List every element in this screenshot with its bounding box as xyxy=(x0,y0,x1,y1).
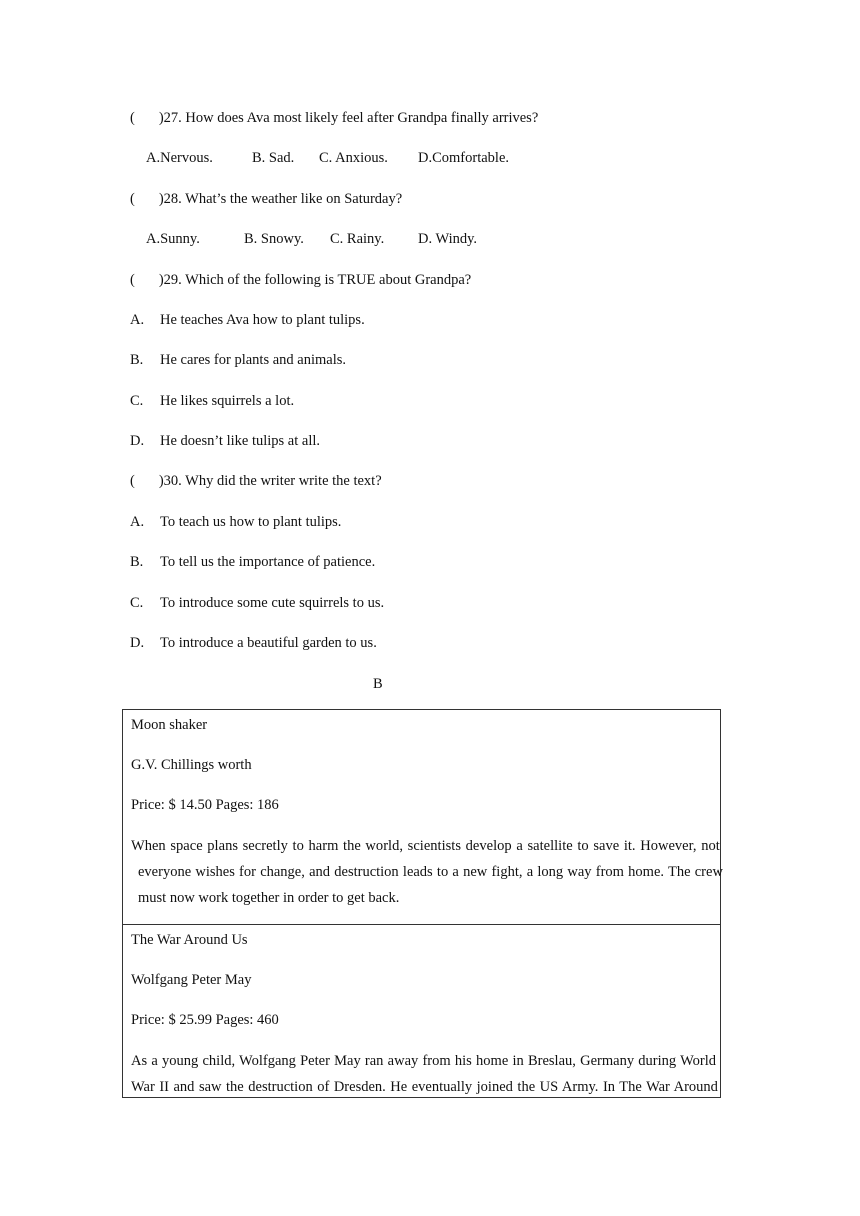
option-text: To introduce a beautiful garden to us. xyxy=(160,635,377,651)
option-text: He teaches Ava how to plant tulips. xyxy=(160,312,365,328)
question-30-option-c xyxy=(130,594,385,612)
book-cell-war-around-us xyxy=(123,925,720,1097)
answer-blank[interactable]: ( xyxy=(130,272,135,288)
option-a: A.Sunny. xyxy=(146,231,200,247)
question-30 xyxy=(130,472,382,490)
option-text: He cares for plants and animals. xyxy=(160,352,347,368)
book-title: The War Around Us xyxy=(131,932,248,948)
option-d: D.Comfortable. xyxy=(418,150,510,166)
option-text: He doesn’t like tulips at all. xyxy=(160,433,321,449)
question-30-option-d xyxy=(130,634,377,652)
option-c: C. Rainy. xyxy=(330,231,385,247)
question-29-option-d xyxy=(130,432,321,450)
option-b: B. Sad. xyxy=(252,150,295,166)
option-a: A.Nervous. xyxy=(146,150,213,166)
option-text: To tell us the importance of patience. xyxy=(160,554,376,570)
option-letter: D. xyxy=(130,635,145,651)
question-stem: )29. Which of the following is TRUE about Grandpa? xyxy=(158,272,472,288)
option-letter: C. xyxy=(130,393,144,409)
book-table xyxy=(122,709,721,1098)
option-letter: A. xyxy=(130,514,145,530)
book-description-line: When space plans secretly to harm the world, scientists develop a satellite to save it. However, not xyxy=(131,838,720,854)
option-letter: A. xyxy=(130,312,145,328)
option-letter: D. xyxy=(130,433,145,449)
question-29-option-b xyxy=(130,351,347,369)
question-29 xyxy=(130,271,471,289)
answer-blank[interactable]: ( xyxy=(130,110,135,126)
option-letter: B. xyxy=(130,352,144,368)
question-stem: )30. Why did the writer write the text? xyxy=(158,473,382,489)
question-30-option-b xyxy=(130,553,376,571)
option-letter: C. xyxy=(130,595,144,611)
question-29-option-c xyxy=(130,392,295,410)
book-title: Moon shaker xyxy=(131,717,208,733)
question-30-option-a xyxy=(130,513,342,531)
option-text: He likes squirrels a lot. xyxy=(160,393,295,409)
section-label: B xyxy=(373,676,383,692)
book-description-line: must now work together in order to get back. xyxy=(138,890,400,906)
book-price-pages: Price: $ 25.99 Pages: 460 xyxy=(131,1012,279,1028)
book-author: G.V. Chillings worth xyxy=(131,757,252,773)
option-letter: B. xyxy=(130,554,144,570)
answer-blank[interactable]: ( xyxy=(130,191,135,207)
question-stem: )27. How does Ava most likely feel after Grandpa finally arrives? xyxy=(158,110,539,126)
book-cell-moon-shaker xyxy=(123,710,723,925)
option-text: To introduce some cute squirrels to us. xyxy=(160,595,385,611)
option-b: B. Snowy. xyxy=(244,231,304,247)
question-28 xyxy=(130,190,402,208)
question-27 xyxy=(130,109,538,127)
book-description-line: everyone wishes for change, and destruction leads to a new fight, a long way from home. The crew xyxy=(138,864,723,880)
question-29-option-a xyxy=(130,311,365,329)
book-description-line: As a young child, Wolfgang Peter May ran away from his home in Breslau, Germany during World xyxy=(131,1053,716,1069)
book-description-line: War II and saw the destruction of Dresden. He eventually joined the US Army. In The War Around xyxy=(131,1079,718,1095)
book-author: Wolfgang Peter May xyxy=(131,972,252,988)
answer-blank[interactable]: ( xyxy=(130,473,135,489)
option-text: To teach us how to plant tulips. xyxy=(160,514,342,530)
question-stem: )28. What’s the weather like on Saturday? xyxy=(158,191,403,207)
option-c: C. Anxious. xyxy=(319,150,388,166)
book-price-pages: Price: $ 14.50 Pages: 186 xyxy=(131,797,279,813)
option-d: D. Windy. xyxy=(418,231,478,247)
